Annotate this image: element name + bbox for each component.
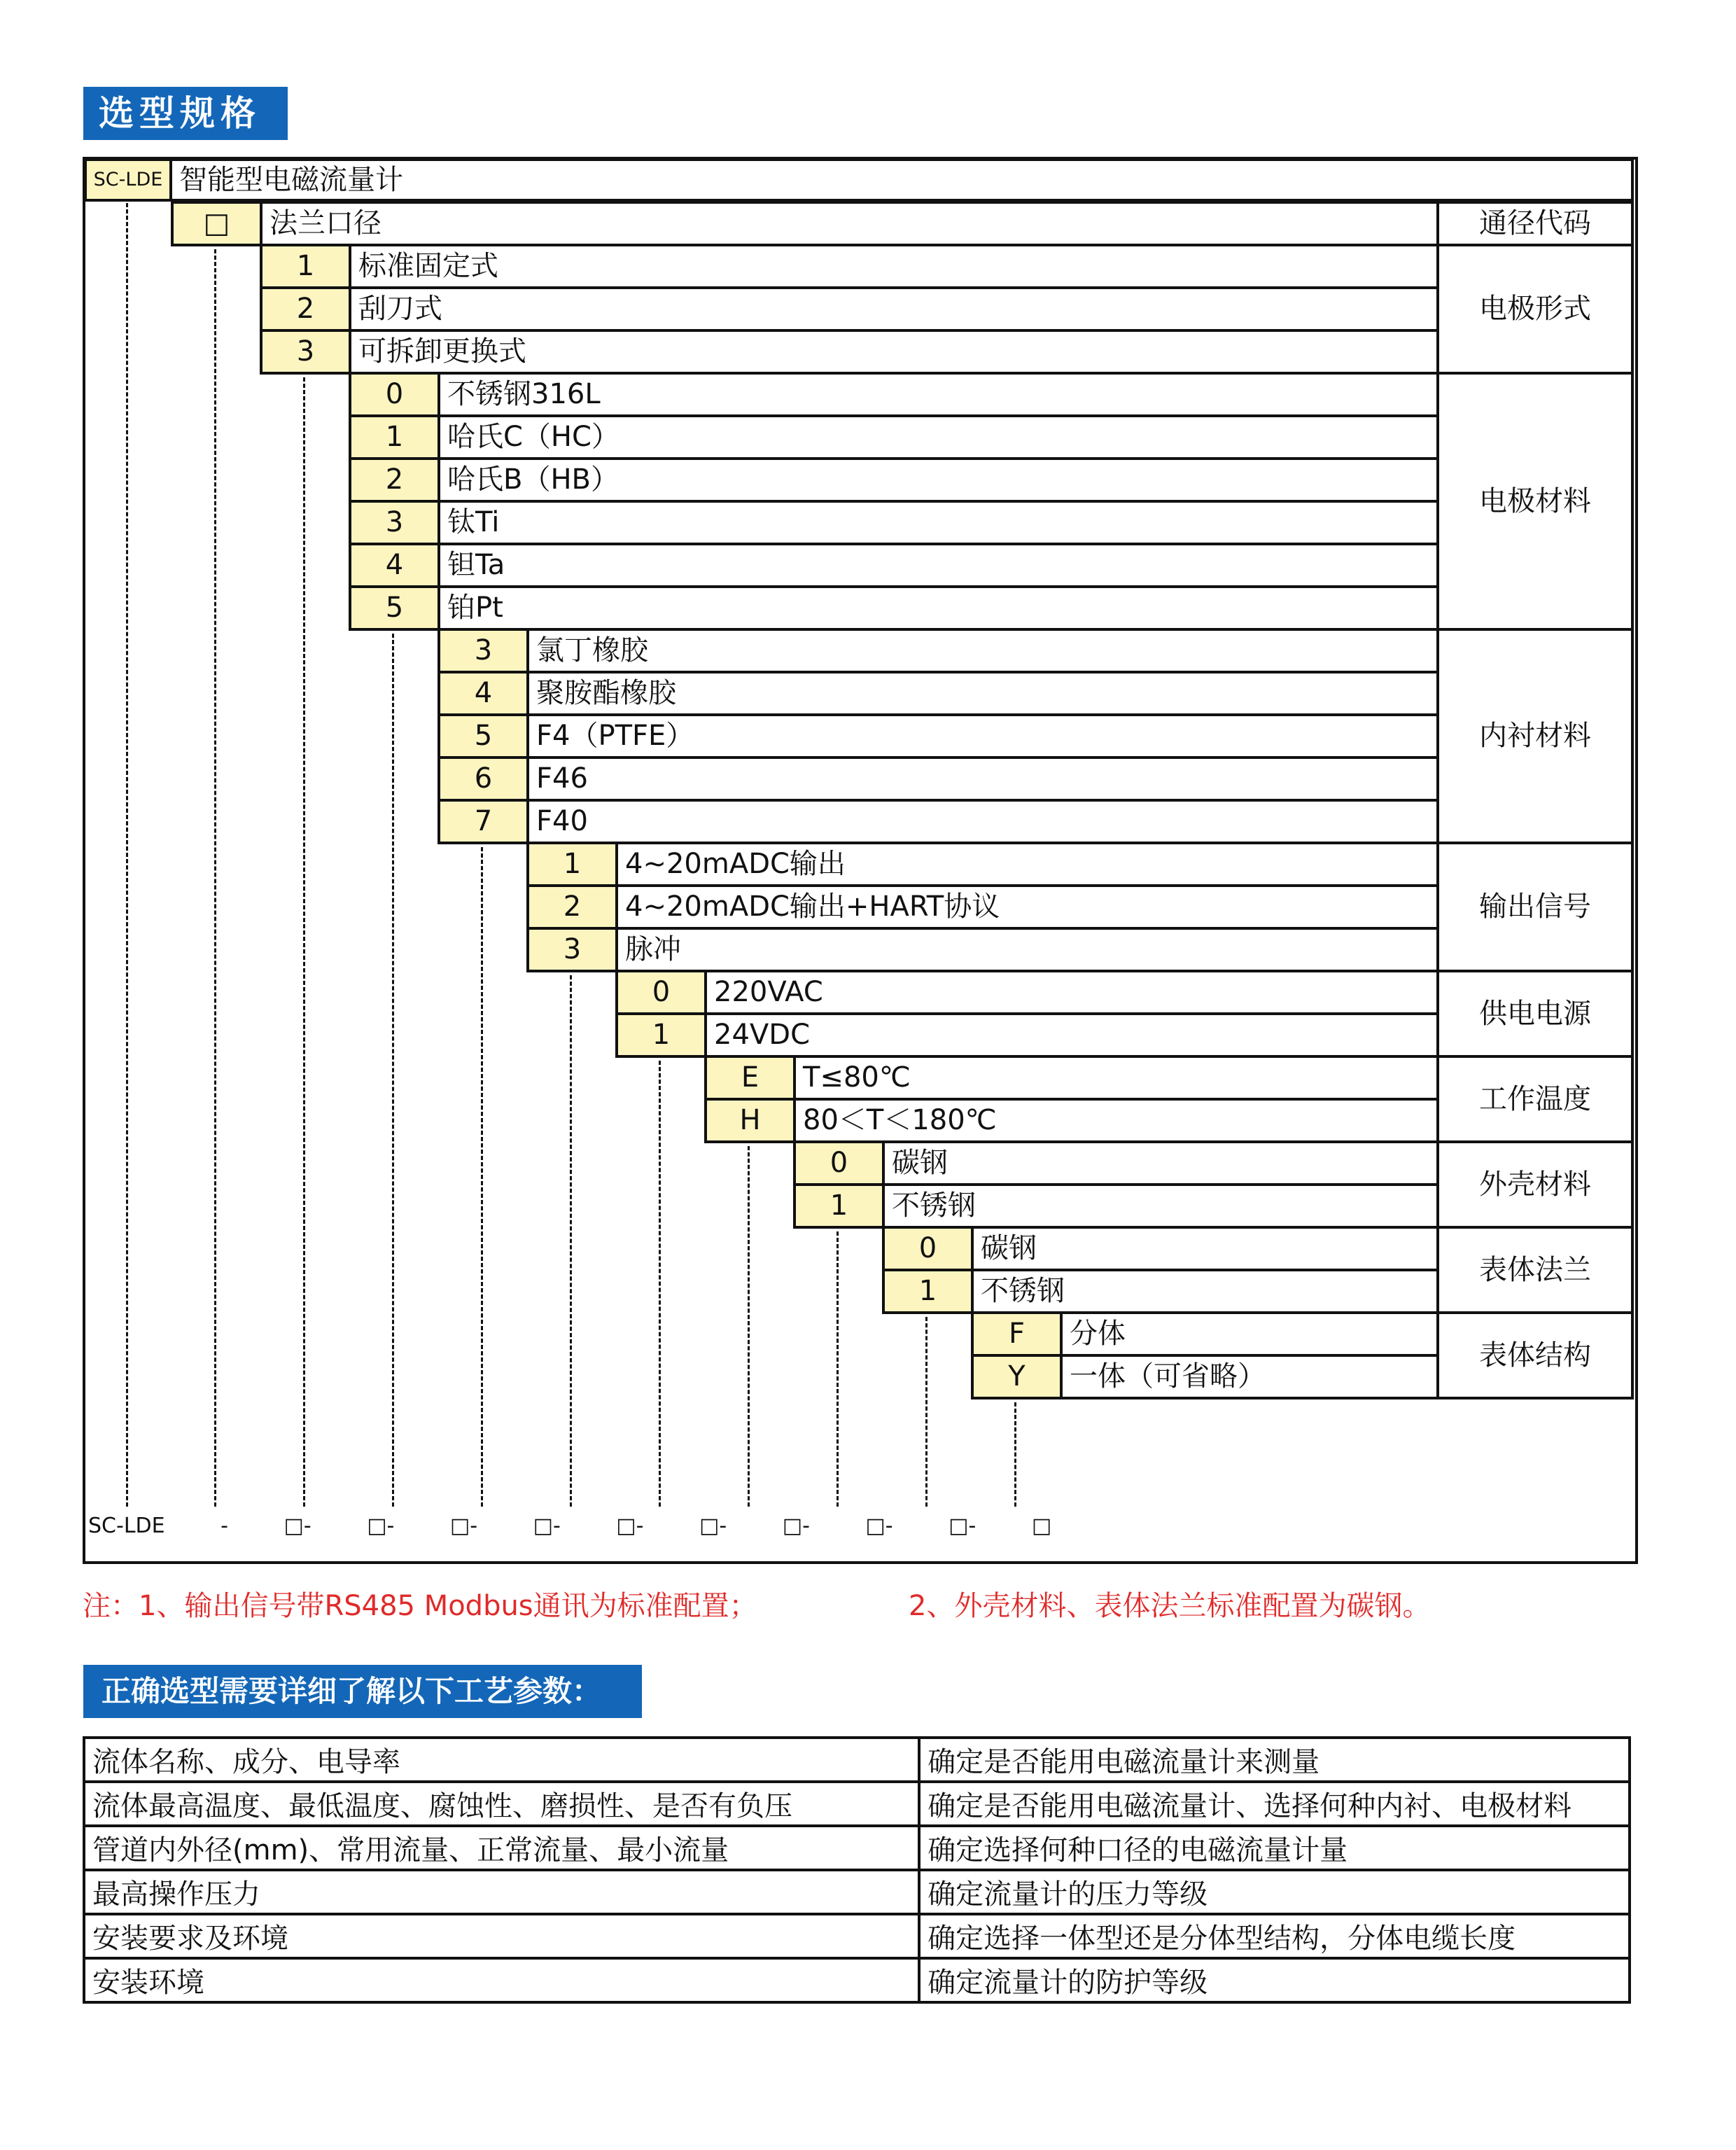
group-label: 供电电源 — [1436, 970, 1634, 1058]
purpose-cell: 确定选择何种口径的电磁流量计量 — [919, 1826, 1630, 1870]
option-code: 0 — [793, 1140, 885, 1186]
parameter-cell: 管道内外径(mm)、常用流量、正常流量、最小流量 — [84, 1826, 919, 1870]
parameter-cell: 流体名称、成分、电导率 — [84, 1738, 919, 1782]
group-label: 表体结构 — [1436, 1311, 1634, 1399]
option-code: 2 — [260, 286, 351, 332]
option-description: F4（PTFE） — [526, 713, 1439, 759]
option-code: 5 — [349, 585, 440, 631]
table-row — [84, 1870, 1630, 1914]
option-code: 3 — [526, 927, 618, 972]
option-code: 2 — [349, 457, 440, 503]
option-description: 4~20mADC输出 — [615, 842, 1439, 887]
group-label: 电极材料 — [1436, 372, 1634, 631]
option-code: 1 — [349, 414, 440, 460]
note-1: 注：1、输出信号带RS485 Modbus通讯为标准配置； — [83, 1590, 757, 1622]
guide-line-group — [836, 1231, 839, 1507]
option-description: 钛Ti — [438, 500, 1439, 545]
option-description: 24VDC — [704, 1012, 1439, 1058]
option-description: F46 — [526, 756, 1439, 802]
parameter-cell: 最高操作压力 — [84, 1870, 919, 1914]
purpose-cell: 确定流量计的压力等级 — [919, 1870, 1630, 1914]
option-code: 4 — [349, 543, 440, 588]
option-code: 0 — [615, 970, 707, 1015]
group-label: 输出信号 — [1436, 842, 1634, 972]
guide-line-group — [214, 249, 216, 1507]
guide-line-group — [1014, 1402, 1016, 1507]
option-description: 可拆卸更换式 — [349, 329, 1439, 375]
guide-line-group — [392, 634, 394, 1507]
parameters-table — [83, 1736, 1631, 2004]
option-description: 哈氏B（HB） — [438, 457, 1439, 503]
option-code: 5 — [438, 713, 529, 759]
option-description: 220VAC — [704, 970, 1439, 1015]
guide-line-group — [481, 847, 483, 1507]
parameters-heading: 正确选型需要详细了解以下工艺参数： — [83, 1665, 642, 1718]
purpose-cell: 确定流量计的防护等级 — [919, 1958, 1630, 2002]
prefix-code: SC-LDE — [84, 158, 172, 202]
guide-line-group — [659, 1061, 661, 1507]
option-description: 钽Ta — [438, 543, 1439, 588]
model-string: SC-LDE - □- □- □- □- □- □- □- □- □- □ — [88, 1514, 1052, 1538]
option-code: 1 — [526, 842, 618, 887]
option-code: 3 — [260, 329, 351, 375]
option-description: 标准固定式 — [349, 244, 1439, 289]
parameter-cell: 安装要求及环境 — [84, 1914, 919, 1958]
option-description: 分体 — [1060, 1311, 1439, 1357]
option-description: 不锈钢 — [971, 1269, 1439, 1314]
option-code: 6 — [438, 756, 529, 802]
group-label: 工作温度 — [1436, 1055, 1634, 1143]
option-description: 铂Pt — [438, 585, 1439, 631]
table-row — [84, 1782, 1630, 1826]
note-2: 2、外壳材料、表体法兰标准配置为碳钢。 — [909, 1590, 1431, 1622]
group-label: 外壳材料 — [1436, 1140, 1634, 1229]
option-code: F — [971, 1311, 1063, 1357]
option-code: 1 — [615, 1012, 707, 1058]
table-row — [84, 1738, 1630, 1782]
option-code: 3 — [438, 628, 529, 673]
option-code: 7 — [438, 799, 529, 844]
option-description: 不锈钢316L — [438, 372, 1439, 417]
option-description: 氯丁橡胶 — [526, 628, 1439, 673]
option-code: 3 — [349, 500, 440, 545]
group-label: 表体法兰 — [1436, 1226, 1634, 1314]
guide-line-group — [303, 377, 305, 1507]
option-code: 0 — [882, 1226, 974, 1271]
option-code: 1 — [793, 1183, 885, 1229]
guide-line-group — [925, 1317, 927, 1507]
option-description: 一体（可省略） — [1060, 1354, 1439, 1399]
option-code: E — [704, 1055, 796, 1101]
option-code: □ — [171, 201, 262, 246]
group-label: 通径代码 — [1436, 201, 1634, 246]
option-description: 脉冲 — [615, 927, 1439, 972]
option-code: 1 — [882, 1269, 974, 1314]
parameter-cell: 安装环境 — [84, 1958, 919, 2002]
purpose-cell: 确定选择一体型还是分体型结构，分体电缆长度 — [919, 1914, 1630, 1958]
guide-line-group — [748, 1146, 750, 1507]
option-description: T≤80℃ — [793, 1055, 1439, 1101]
option-description: 聚胺酯橡胶 — [526, 671, 1439, 716]
option-code: Y — [971, 1354, 1063, 1399]
option-description: 刮刀式 — [349, 286, 1439, 332]
option-code: 2 — [526, 884, 618, 930]
option-description: F40 — [526, 799, 1439, 844]
group-label: 内衬材料 — [1436, 628, 1634, 844]
group-label: 电极形式 — [1436, 244, 1634, 375]
option-description: 4~20mADC输出+HART协议 — [615, 884, 1439, 930]
selection-heading: 选型规格 — [83, 87, 288, 140]
option-code: 0 — [349, 372, 440, 417]
option-description: 80＜T＜180℃ — [793, 1098, 1439, 1143]
table-row — [84, 1826, 1630, 1870]
option-description: 法兰口径 — [260, 201, 1439, 246]
option-code: H — [704, 1098, 796, 1143]
purpose-cell: 确定是否能用电磁流量计、选择何种内衬、电极材料 — [919, 1782, 1630, 1826]
guide-line-prefix — [126, 203, 128, 1507]
option-code: 4 — [438, 671, 529, 716]
guide-line-group — [570, 975, 572, 1507]
product-name: 智能型电磁流量计 — [169, 158, 1634, 202]
option-code: 1 — [260, 244, 351, 289]
parameter-cell: 流体最高温度、最低温度、腐蚀性、磨损性、是否有负压 — [84, 1782, 919, 1826]
option-description: 碳钢 — [882, 1140, 1439, 1186]
option-description: 不锈钢 — [882, 1183, 1439, 1229]
option-description: 哈氏C（HC） — [438, 414, 1439, 460]
purpose-cell: 确定是否能用电磁流量计来测量 — [919, 1738, 1630, 1782]
table-row — [84, 1914, 1630, 1958]
table-row — [84, 1958, 1630, 2002]
option-description: 碳钢 — [971, 1226, 1439, 1271]
